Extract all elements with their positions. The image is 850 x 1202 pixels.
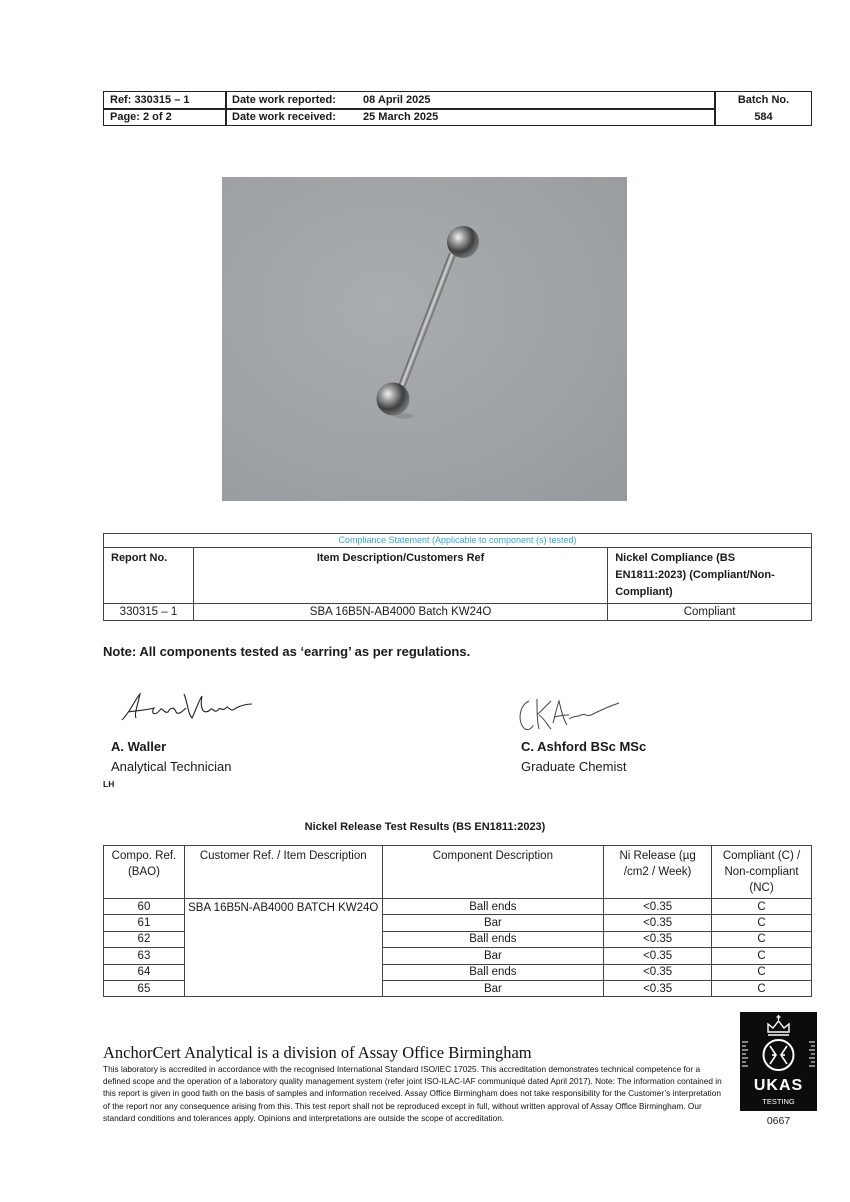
signatory-name-1: A. Waller [111,739,167,754]
ni-release-cell: <0.35 [604,948,712,964]
signatory-role-2: Graduate Chemist [521,759,627,774]
ukas-sub: TESTING [762,1097,795,1106]
status-cell: C [712,931,812,947]
col-item-description: Item Description/Customers Ref [193,548,607,604]
status-cell: C [712,899,812,915]
signature-a-waller [118,688,258,728]
date-received-value: 25 March 2025 [363,111,439,123]
component-cell: Ball ends [382,964,604,980]
report-no-cell: 330315 – 1 [104,604,194,621]
table-row [104,604,812,621]
ni-release-cell: <0.35 [604,899,712,915]
status-cell: C [712,915,812,931]
compo-ref-cell: 63 [104,948,185,964]
compo-ref-cell: 64 [104,964,185,980]
ni-release-cell: <0.35 [604,931,712,947]
ukas-accreditation-number: 0667 [766,1115,791,1127]
report-ref: Ref: 330315 – 1 [110,94,190,106]
compo-ref-cell: 60 [104,899,185,915]
item-description-cell: SBA 16B5N-AB4000 Batch KW24O [193,604,607,621]
ni-release-cell: <0.35 [604,964,712,980]
page-number: Page: 2 of 2 [110,111,172,123]
ukas-logo [740,1012,817,1111]
results-table-title: Nickel Release Test Results (BS EN1811:2023) [304,821,546,833]
component-cell: Bar [382,980,604,996]
product-photo [222,177,627,501]
col-customer-ref: Customer Ref. / Item Description [184,846,382,899]
component-cell: Bar [382,915,604,931]
compliance-statement-table [103,533,812,621]
compliance-caption: Compliance Statement (Applicable to component (s) tested) [104,534,812,548]
batch-number: 584 [754,111,773,123]
component-cell: Ball ends [382,931,604,947]
component-cell: Bar [382,948,604,964]
ni-release-cell: <0.35 [604,915,712,931]
status-cell: C [712,980,812,996]
col-nickel-compliance: Nickel Compliance (BS EN1811:2023) (Compliant/Non-Compliant) [608,548,812,604]
ukas-crown-emblem-icon [740,1012,817,1111]
nickel-release-results-table [103,845,812,997]
compo-ref-cell: 62 [104,931,185,947]
col-report-no: Report No. [104,548,194,604]
status-cell: C [712,948,812,964]
report-header-table [103,91,812,126]
compo-ref-cell: 65 [104,980,185,996]
ni-release-cell: <0.35 [604,980,712,996]
date-reported-value: 08 April 2025 [363,94,431,106]
col-compo-ref: Compo. Ref. (BAO) [104,846,185,899]
signature-c-ashford [515,695,625,735]
batch-label: Batch No. [737,94,790,106]
col-compliance-status: Compliant (C) / Non-compliant (NC) [712,846,812,899]
component-cell: Ball ends [382,899,604,915]
table-row [104,899,812,915]
col-ni-release: Ni Release (µg /cm2 / Week) [604,846,712,899]
status-cell: C [712,964,812,980]
customer-ref-cell: SBA 16B5N-AB4000 BATCH KW24O [184,899,382,997]
compo-ref-cell: 61 [104,915,185,931]
compliance-result-cell: Compliant [608,604,812,621]
regulation-note: Note: All components tested as ‘earring’ as per regulations. [103,644,471,659]
signatory-role-1: Analytical Technician [111,759,232,774]
ukas-brand: UKAS [753,1077,804,1094]
signatory-name-2: C. Ashford BSc MSc [521,739,647,754]
accreditation-disclaimer: This laboratory is accredited in accordance with the recognised International Standard ISO/IEC 17025. This accreditation demonstrates technical competence for a defined scope and the operation of a laboratory quality management system (refer joint ISO-ILAC-IAF communiqué dated April 2017). Note: The information contained in this report is given in good faith on the basis of samples and information received. Assay Office Birmingham does not take responsibility for the Customer’s interpretation of the report nor any consequence arising from this. This test report shall not be reproduced except in full, without written approval of Assay Office Birmingham. Our standard conditions and tolerances apply. Opinions and interpretations are outside the scope of accreditation. [103,1064,722,1123]
col-component-description: Component Description [382,846,604,899]
signatory-initials: LH [103,779,115,789]
barbell-earring-image [222,177,627,501]
footer-title: AnchorCert Analytical is a division of Assay Office Birmingham [103,1043,532,1062]
date-received-label: Date work received: [232,111,336,123]
date-reported-label: Date work reported: [232,94,336,106]
